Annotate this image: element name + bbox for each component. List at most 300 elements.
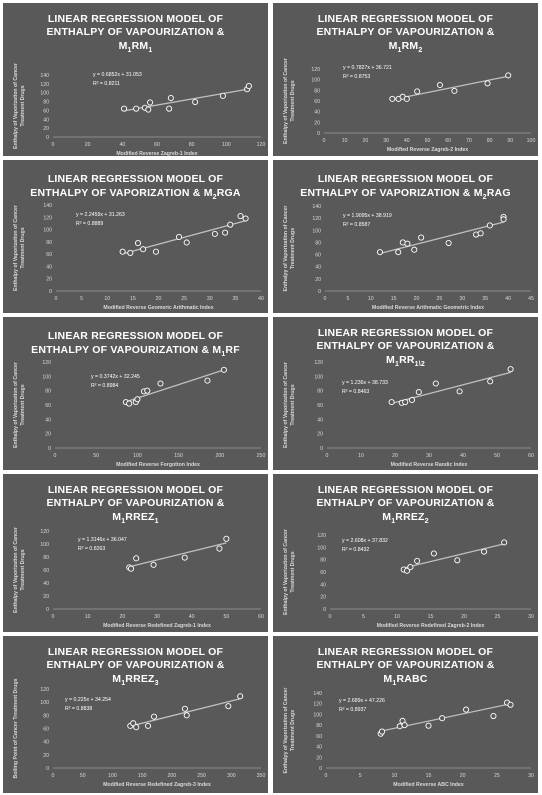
plot-svg xyxy=(273,474,538,632)
x-tick-label: 300 xyxy=(226,773,236,779)
x-tick-label: 30 xyxy=(528,614,534,620)
data-point xyxy=(433,381,438,386)
x-tick-label: 80 xyxy=(486,138,493,144)
y-tick-label: 80 xyxy=(45,388,51,395)
chart-title-line: $M_1RABC$ xyxy=(383,673,428,688)
data-point xyxy=(168,95,173,100)
y-tick-label: 60 xyxy=(43,108,49,115)
x-tick-label: 40 xyxy=(403,138,410,144)
chart-panel-4 xyxy=(273,160,538,313)
data-point xyxy=(488,379,493,384)
y-tick-label: 20 xyxy=(43,126,49,133)
y-tick-label: 120 xyxy=(40,529,49,535)
data-point xyxy=(437,82,442,87)
y-tick-label: 120 xyxy=(42,360,51,366)
regression-equation: y = 0.7827x + 36.721 xyxy=(343,65,392,71)
trendline xyxy=(126,370,224,402)
data-point xyxy=(415,89,420,94)
y-tick-label: 60 xyxy=(314,99,320,105)
data-point xyxy=(487,223,492,228)
y-tick-label: 60 xyxy=(43,726,49,733)
data-point xyxy=(390,96,395,101)
y-tick-label: 80 xyxy=(43,713,49,720)
data-point xyxy=(205,378,210,383)
y-tick-label: 0 xyxy=(46,607,49,613)
y-tick-label: 0 xyxy=(49,289,52,295)
x-tick-label: 120 xyxy=(256,142,266,148)
y-tick-label: 60 xyxy=(316,733,322,740)
x-tick-label: 10 xyxy=(104,296,111,302)
regression-label xyxy=(65,696,111,714)
r-squared: R² = 0.8263 xyxy=(78,546,106,552)
y-tick-label: 100 xyxy=(42,374,51,381)
regression-equation: y = 0.3742x + 32.245 xyxy=(91,374,140,380)
data-point xyxy=(502,540,507,545)
data-point xyxy=(491,713,496,718)
x-tick-label: 250 xyxy=(197,773,206,779)
data-point xyxy=(501,217,506,222)
x-tick-label: 150 xyxy=(137,773,147,779)
data-point xyxy=(397,724,402,729)
y-tick-label: 40 xyxy=(317,417,323,424)
x-axis-label: Modified Reverse Forgotton Index xyxy=(116,462,200,468)
x-tick-label: 10 xyxy=(367,296,374,302)
x-tick-label: 100 xyxy=(526,138,536,144)
regression-label xyxy=(78,536,127,554)
y-axis-label-line: Enthalpy of Vaporization of Cancer xyxy=(13,205,19,291)
x-tick-label: 0 xyxy=(51,142,55,148)
r-squared: R² = 0.8432 xyxy=(342,547,370,553)
data-point xyxy=(147,100,152,105)
data-point xyxy=(167,106,172,111)
x-tick-label: 90 xyxy=(507,138,514,144)
data-point xyxy=(135,240,140,245)
data-point xyxy=(145,388,150,393)
y-tick-label: 40 xyxy=(43,581,49,587)
chart-title-line: LINEAR REGRESSION MODEL OF xyxy=(47,330,224,342)
y-tick-label: 80 xyxy=(315,240,321,247)
x-axis-label: Modified Reverse Redefined Zagreb-1 Index xyxy=(103,623,211,629)
data-point xyxy=(478,231,483,236)
y-axis-label xyxy=(283,54,297,148)
data-point xyxy=(405,241,410,246)
r-squared: R² = 0.8211 xyxy=(93,81,120,87)
y-tick-label: 0 xyxy=(317,131,320,137)
x-tick-label: 20 xyxy=(119,614,126,620)
y-axis-label xyxy=(283,191,297,306)
regression-label xyxy=(342,379,388,397)
data-point xyxy=(141,247,146,252)
data-point xyxy=(403,400,408,405)
data-point xyxy=(485,81,490,86)
x-tick-label: 5 xyxy=(358,773,362,779)
x-tick-label: 35 xyxy=(482,296,489,302)
data-point xyxy=(508,702,513,707)
y-tick-label: 60 xyxy=(315,252,321,259)
y-axis-label-line: Enthalpy of Vaporization of Cancer xyxy=(13,362,19,448)
x-tick-label: 40 xyxy=(460,453,466,459)
x-tick-label: 30 xyxy=(383,138,389,144)
data-point xyxy=(446,240,451,245)
x-tick-label: 60 xyxy=(154,142,160,148)
trendline xyxy=(130,699,240,726)
y-tick-label: 20 xyxy=(317,431,323,438)
x-tick-label: 5 xyxy=(346,296,350,302)
x-tick-label: 0 xyxy=(54,296,58,302)
y-tick-label: 20 xyxy=(320,594,326,601)
regression-label xyxy=(343,64,392,82)
regression-label xyxy=(93,71,142,89)
chart-title-line: LINEAR REGRESSION MODEL OF xyxy=(317,484,494,496)
y-tick-label: 0 xyxy=(318,289,321,295)
data-point xyxy=(419,235,424,240)
chart-panel-1 xyxy=(3,3,268,156)
r-squared: R² = 0.8937 xyxy=(339,707,367,713)
chart-title-line: LINEAR REGRESSION MODEL OF xyxy=(317,13,494,25)
r-squared: R² = 0.8838 xyxy=(65,706,93,712)
x-tick-label: 25 xyxy=(181,296,188,302)
data-point xyxy=(127,401,132,406)
y-tick-label: 120 xyxy=(43,215,52,222)
data-point xyxy=(120,249,125,254)
x-tick-label: 15 xyxy=(129,296,136,302)
data-point xyxy=(396,250,401,255)
x-tick-label: 30 xyxy=(459,296,466,302)
regression-label xyxy=(76,211,125,229)
y-axis-label-line: Enthalpy of Vaporization of Cancer xyxy=(283,362,289,448)
chart-panel-5 xyxy=(3,317,268,470)
x-tick-label: 0 xyxy=(322,138,326,144)
chart-panel-3 xyxy=(3,160,268,313)
chart-title-line: ENTHALPY OF VAPOURIZATION & $M_1RF$ xyxy=(31,344,240,359)
chart-title-line: ENTHALPY OF VAPOURIZATION & xyxy=(316,26,495,38)
regression-equation: y = 0.6852x + 31.053 xyxy=(93,72,142,78)
x-axis-label: Modified Reverse Arithmatic Geometric Index xyxy=(372,305,484,311)
y-tick-label: 0 xyxy=(323,607,326,613)
data-point xyxy=(151,714,156,719)
y-axis-label-line: Treatment Drugs xyxy=(20,85,26,127)
chart-panel-2 xyxy=(273,3,538,156)
x-tick-label: 40 xyxy=(505,296,512,302)
r-squared: R² = 0.8587 xyxy=(343,222,371,228)
y-tick-label: 100 xyxy=(311,77,320,84)
x-tick-label: 0 xyxy=(328,614,332,620)
chart-title-line: ENTHALPY OF VAPOURIZATION & xyxy=(46,659,225,671)
y-tick-label: 100 xyxy=(314,374,323,381)
data-point xyxy=(128,250,133,255)
chart-title-line: ENTHALPY OF VAPOURIZATION & xyxy=(316,340,495,352)
chart-panel-10 xyxy=(273,636,538,793)
x-tick-label: 0 xyxy=(51,614,55,620)
chart-title-line: ENTHALPY OF VAPOURIZATION & xyxy=(316,659,495,671)
y-tick-label: 100 xyxy=(312,228,321,235)
y-axis-label-line: Enthalpy of Vaporization of Cancer xyxy=(283,205,289,292)
y-tick-label: 140 xyxy=(40,73,49,79)
x-tick-label: 5 xyxy=(362,614,365,620)
y-tick-label: 20 xyxy=(316,755,322,762)
y-axis-label-line: Treatment Drugs xyxy=(20,384,26,426)
x-tick-label: 0 xyxy=(324,773,328,779)
x-tick-label: 50 xyxy=(223,614,230,620)
data-point xyxy=(212,231,217,236)
data-point xyxy=(158,381,163,386)
y-tick-label: 40 xyxy=(46,264,52,271)
x-tick-label: 5 xyxy=(80,296,84,302)
regression-equation: y = 2.689x + 47.226 xyxy=(339,698,385,704)
y-tick-label: 20 xyxy=(43,594,49,600)
regression-label xyxy=(339,697,385,715)
y-tick-label: 60 xyxy=(45,403,51,409)
y-tick-label: 80 xyxy=(46,239,52,246)
x-tick-label: 80 xyxy=(188,142,195,148)
y-axis-label-line: Treatment Drugs xyxy=(20,549,26,591)
r-squared: R² = 0.8889 xyxy=(76,221,104,227)
data-point xyxy=(176,234,181,239)
y-tick-label: 140 xyxy=(313,691,322,697)
plot-svg xyxy=(3,160,268,313)
y-tick-label: 120 xyxy=(312,216,321,223)
y-tick-label: 100 xyxy=(40,542,49,548)
chart-title-line: LINEAR REGRESSION MODEL OF xyxy=(47,484,224,496)
chart-title-line: LINEAR REGRESSION MODEL OF xyxy=(317,327,494,339)
regression-label xyxy=(342,537,388,555)
y-tick-label: 120 xyxy=(311,67,320,73)
data-point xyxy=(402,723,407,728)
data-point xyxy=(440,716,445,721)
data-point xyxy=(223,230,228,235)
y-tick-label: 120 xyxy=(314,360,323,366)
data-point xyxy=(226,704,231,709)
y-tick-label: 40 xyxy=(320,582,326,589)
y-tick-label: 120 xyxy=(317,533,326,539)
x-tick-label: 20 xyxy=(461,614,467,620)
plot-svg xyxy=(273,3,538,156)
y-tick-label: 120 xyxy=(40,687,49,693)
plot-svg xyxy=(273,317,538,470)
data-point xyxy=(463,707,468,712)
data-point xyxy=(151,562,156,567)
chart-title-line: ENTHALPY OF VAPORIZATION & $M_2RGA$ xyxy=(30,187,241,202)
y-tick-label: 60 xyxy=(317,403,323,409)
y-tick-label: 20 xyxy=(314,120,320,127)
chart-panel-7 xyxy=(3,474,268,632)
y-tick-label: 20 xyxy=(46,276,52,283)
y-axis-label-line: Enthalpy of Vaporization of Cancer xyxy=(13,63,19,149)
data-point xyxy=(404,96,409,101)
x-tick-label: 60 xyxy=(528,453,534,459)
x-tick-label: 50 xyxy=(494,453,500,459)
x-tick-label: 10 xyxy=(391,773,398,779)
trendline xyxy=(404,544,505,568)
data-point xyxy=(228,222,233,227)
x-axis-label: Modified Reverse Redefined Zagreb-2 Index xyxy=(376,623,485,629)
data-point xyxy=(506,73,511,78)
y-tick-label: 140 xyxy=(312,204,321,210)
y-tick-label: 60 xyxy=(46,252,52,259)
trendline xyxy=(380,222,504,253)
x-tick-label: 50 xyxy=(424,138,431,144)
chart-panel-9 xyxy=(3,636,268,793)
y-axis-label-line: Treatment Drugs xyxy=(290,80,296,122)
y-tick-label: 0 xyxy=(320,446,323,452)
data-point xyxy=(416,390,421,395)
x-tick-label: 40 xyxy=(188,614,195,620)
y-tick-label: 140 xyxy=(43,203,52,209)
y-tick-label: 20 xyxy=(315,276,321,283)
y-axis-label xyxy=(13,516,27,624)
data-point xyxy=(134,556,139,561)
x-tick-label: 25 xyxy=(494,614,501,620)
y-tick-label: 0 xyxy=(48,446,51,452)
plot-svg xyxy=(3,636,268,793)
x-tick-label: 50 xyxy=(79,773,86,779)
r-squared: R² = 0.8753 xyxy=(343,74,371,80)
y-axis-label-line: Enthalpy of Vaporization of Cancer xyxy=(13,527,19,613)
x-axis-label: Modified Reverse Zagreb-1 Index xyxy=(116,151,198,156)
x-axis-label: Modified Reverse Redefined Zagreb-3 Index xyxy=(103,782,211,788)
y-tick-label: 40 xyxy=(315,264,321,271)
y-tick-label: 0 xyxy=(46,766,49,772)
y-tick-label: 100 xyxy=(40,90,49,97)
regression-equation: y = 1.3146x + 36.047 xyxy=(78,537,127,543)
x-tick-label: 20 xyxy=(362,138,369,144)
y-axis-label-line: Enthalpy of Vaporization of Cancer xyxy=(283,58,289,144)
y-tick-label: 100 xyxy=(317,545,326,552)
x-tick-label: 70 xyxy=(466,138,472,144)
data-point xyxy=(408,564,413,569)
data-point xyxy=(238,213,243,218)
x-tick-label: 20 xyxy=(392,453,398,459)
data-point xyxy=(243,216,248,221)
y-axis-label xyxy=(13,60,27,152)
plot-svg xyxy=(3,317,268,470)
x-tick-label: 200 xyxy=(167,773,177,779)
y-axis-label xyxy=(283,678,297,783)
data-point xyxy=(184,713,189,718)
data-point xyxy=(455,558,460,563)
chart-title-line: ENTHALPY OF VAPORIZATION & $M_2RAG$ xyxy=(300,187,511,202)
regression-equation: y = 1.9095x + 38.919 xyxy=(343,213,392,219)
x-tick-label: 20 xyxy=(155,296,162,302)
data-point xyxy=(482,549,487,554)
x-tick-label: 150 xyxy=(174,453,183,459)
x-tick-label: 60 xyxy=(445,138,452,144)
y-axis-label-line: Boiling Point of Cancer Treatment Drugs xyxy=(13,678,19,779)
x-tick-label: 40 xyxy=(119,142,126,148)
data-point xyxy=(409,397,414,402)
data-point xyxy=(431,551,436,556)
x-tick-label: 10 xyxy=(358,453,364,459)
regression-label xyxy=(91,373,140,391)
chart-title-line: ENTHALPY OF VAPOURIZATION & xyxy=(316,497,495,509)
x-tick-label: 15 xyxy=(427,614,434,620)
y-tick-label: 20 xyxy=(45,431,51,438)
y-axis-label-line: Treatment Drugs xyxy=(290,384,296,426)
x-tick-label: 40 xyxy=(258,296,264,302)
y-tick-label: 20 xyxy=(43,752,49,759)
x-tick-label: 20 xyxy=(413,296,420,302)
data-point xyxy=(457,389,462,394)
x-tick-label: 0 xyxy=(53,453,57,459)
y-tick-label: 0 xyxy=(319,766,322,772)
y-tick-label: 40 xyxy=(316,744,322,751)
y-axis-label-line: Enthalpy of Vaporization of Cancer xyxy=(283,529,289,615)
chart-title-line: $M_1RM_2$ xyxy=(388,40,423,55)
r-squared: R² = 0.8463 xyxy=(342,389,370,395)
y-tick-label: 80 xyxy=(316,723,322,730)
data-point xyxy=(377,250,382,255)
y-tick-label: 40 xyxy=(45,417,51,424)
data-point xyxy=(415,558,420,563)
x-tick-label: 30 xyxy=(154,614,160,620)
y-tick-label: 120 xyxy=(313,701,322,708)
y-tick-label: 40 xyxy=(43,117,49,124)
regression-equation: y = 2.2459x + 31.263 xyxy=(76,212,125,218)
x-tick-label: 200 xyxy=(215,453,225,459)
y-tick-label: 0 xyxy=(46,135,49,141)
x-tick-label: 100 xyxy=(108,773,117,779)
data-point xyxy=(153,249,158,254)
plot-svg xyxy=(3,474,268,632)
data-point xyxy=(134,725,139,730)
data-point xyxy=(452,88,457,93)
chart-title-line: $M_1RR_{1\backslash 2}$ xyxy=(386,354,425,369)
y-axis-label xyxy=(13,674,20,783)
y-axis-label-line: Treatment Drugs xyxy=(290,709,296,752)
chart-title-line: $M_1RREZ_3$ xyxy=(112,673,159,688)
data-point xyxy=(145,723,150,728)
y-tick-label: 60 xyxy=(320,570,326,576)
data-point xyxy=(412,247,417,252)
data-point xyxy=(246,83,251,88)
y-axis-label xyxy=(13,347,27,463)
x-tick-label: 15 xyxy=(390,296,397,302)
data-point xyxy=(146,107,151,112)
r-squared: R² = 0.8984 xyxy=(91,383,119,389)
y-tick-label: 80 xyxy=(314,88,320,95)
chart-panel-8 xyxy=(273,474,538,632)
x-tick-label: 20 xyxy=(459,773,466,779)
chart-title-line: LINEAR REGRESSION MODEL OF xyxy=(317,173,494,185)
chart-title-line: LINEAR REGRESSION MODEL OF xyxy=(317,646,494,658)
x-tick-label: 25 xyxy=(493,773,500,779)
x-tick-label: 10 xyxy=(84,614,91,620)
y-axis-label xyxy=(283,520,297,624)
x-tick-label: 60 xyxy=(258,614,264,620)
y-tick-label: 120 xyxy=(40,81,49,88)
data-point xyxy=(121,106,126,111)
data-point xyxy=(135,397,140,402)
data-point xyxy=(182,555,187,560)
y-tick-label: 80 xyxy=(320,557,326,564)
data-point xyxy=(134,106,139,111)
x-tick-label: 25 xyxy=(436,296,443,302)
y-tick-label: 60 xyxy=(43,568,49,574)
regression-label xyxy=(343,212,392,230)
chart-panel-6 xyxy=(273,317,538,470)
plot-svg xyxy=(273,160,538,313)
x-axis-label: Modified Reverse Randic Index xyxy=(390,462,468,468)
chart-title-line: LINEAR REGRESSION MODEL OF xyxy=(47,646,224,658)
y-axis-label-line: Treatment Drugs xyxy=(290,227,296,270)
x-tick-label: 15 xyxy=(425,773,432,779)
data-point xyxy=(224,536,229,541)
data-point xyxy=(184,240,189,245)
x-tick-label: 30 xyxy=(528,773,534,779)
data-point xyxy=(379,729,384,734)
y-tick-label: 40 xyxy=(43,739,49,746)
chart-title-line: ENTHALPY OF VAPOURIZATION & xyxy=(46,26,225,38)
